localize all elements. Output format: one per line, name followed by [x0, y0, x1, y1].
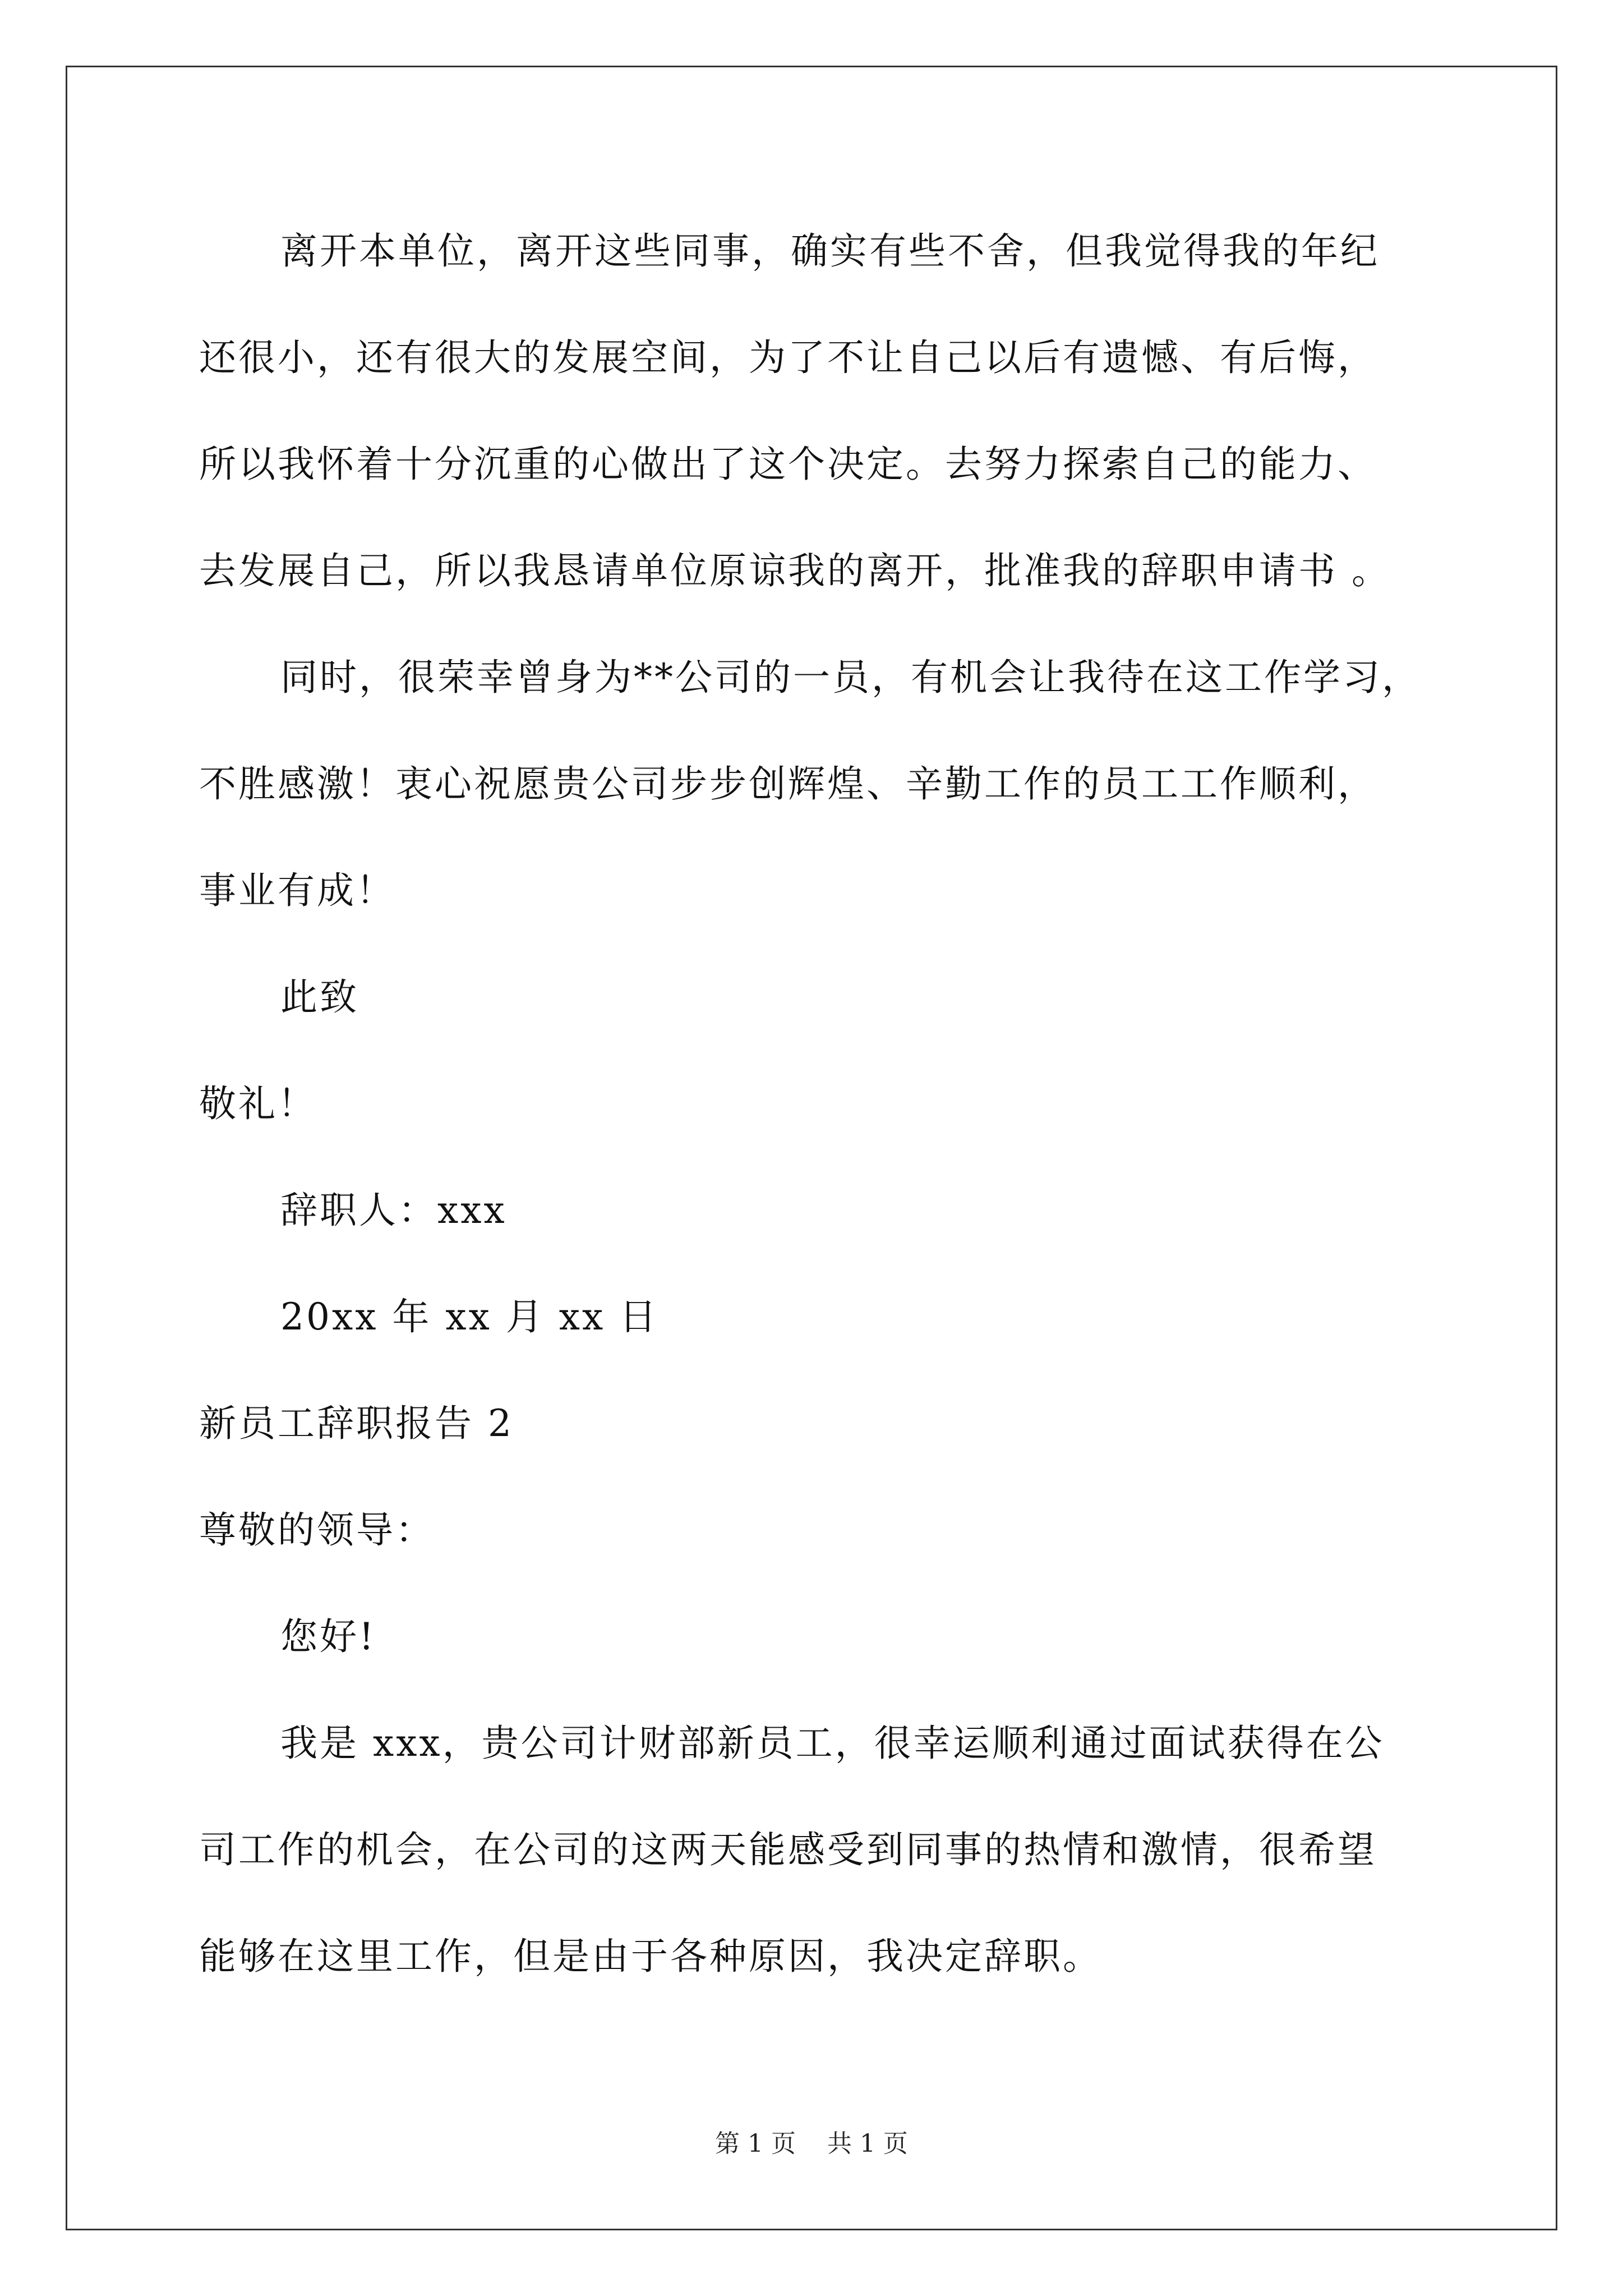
paragraph-1-line-3: 所以我怀着十分沉重的心做出了这个决定。去努力探索自己的能力、	[199, 443, 1377, 486]
paragraph-2-line-3: 事业有成！	[199, 869, 395, 912]
paragraph-1-line-4: 去发展自己，所以我恳请单位原谅我的离开，批准我的辞职申请书 。	[199, 549, 1391, 592]
page-footer: 第 1 页 共 1 页	[715, 2129, 908, 2158]
paragraph-3-line-1: 我是 xxx，贵公司计财部新员工，很幸运顺利通过面试获得在公	[280, 1722, 1385, 1765]
paragraph-2-line-1: 同时，很荣幸曾身为**公司的一员，有机会让我待在这工作学习，	[280, 656, 1421, 699]
paragraph-3-line-3: 能够在这里工作，但是由于各种原因，我决定辞职。	[199, 1935, 1102, 1978]
hello-text: 您好!	[280, 1615, 376, 1658]
date-text: 20xx 年 xx 月 xx 日	[280, 1295, 659, 1338]
section-title: 新员工辞职报告 2	[199, 1402, 514, 1445]
closing-text: 此致	[280, 976, 359, 1019]
paragraph-3-line-2: 司工作的机会，在公司的这两天能感受到同事的热情和激情，很希望	[199, 1828, 1377, 1871]
salute-text: 敬礼！	[199, 1082, 317, 1125]
greeting-text: 尊敬的领导：	[199, 1508, 435, 1552]
signature-text: 辞职人：xxx	[280, 1189, 507, 1232]
paragraph-2-line-2: 不胜感激！衷心祝愿贵公司步步创辉煌、辛勤工作的员工工作顺利，	[199, 762, 1377, 806]
paragraph-1-line-2: 还很小，还有很大的发展空间，为了不让自己以后有遗憾、有后悔，	[199, 336, 1377, 379]
paragraph-1-line-1: 离开本单位，离开这些同事，确实有些不舍，但我觉得我的年纪	[280, 229, 1380, 273]
page-border	[66, 66, 1557, 2230]
